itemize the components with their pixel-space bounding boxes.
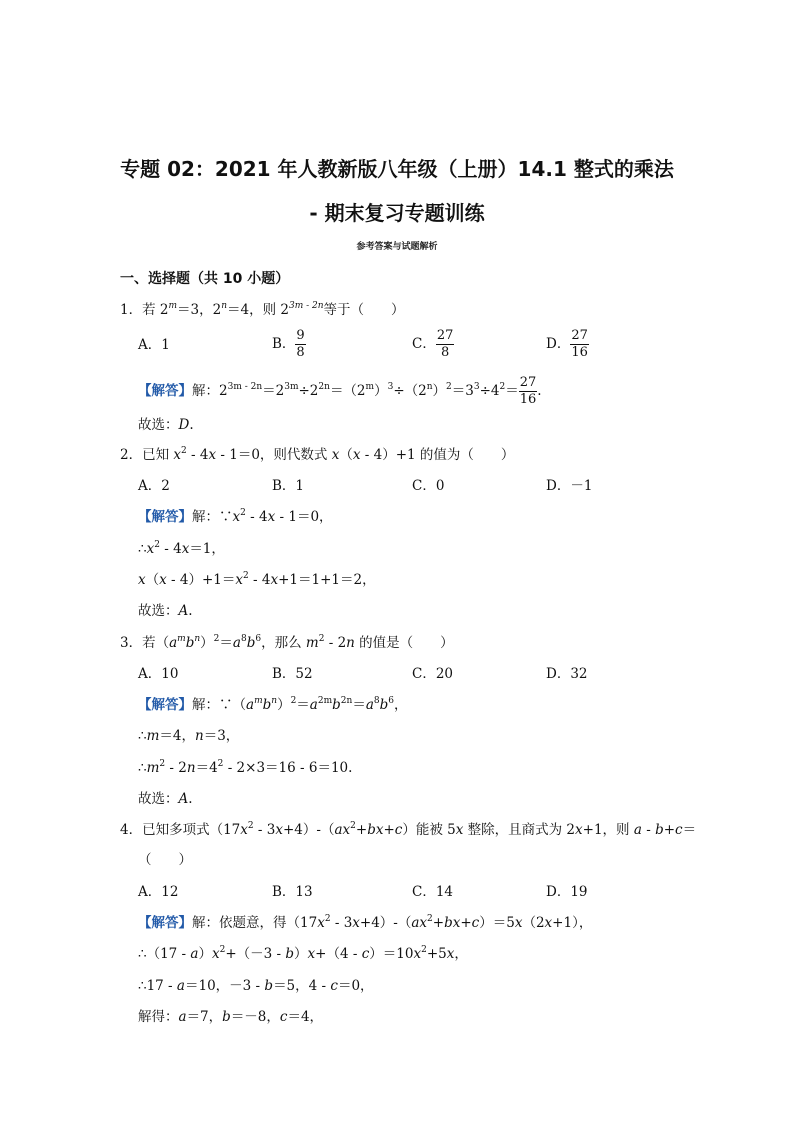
question-4-stem-bracket: （ ） [138, 852, 192, 868]
answer-label: 【解答】 [138, 915, 192, 931]
question-3-solution-line-1: 【解答】解：$\because(a^mb^n)^2=a^{2m}b^{2n}=a^8b^6$， [138, 696, 408, 713]
question-3-solution-line-2: ∴m＝4，n＝3， [138, 728, 240, 744]
question-1-stem: 1．若 $2^m=3$，$2^n=4$，则 $2^{3m - 2n}$等于（ ） [120, 301, 405, 318]
question-2-option-c: C．0 [412, 478, 445, 494]
question-2-solution-line-1: 【解答】解：$\because x^2 - 4x - 1=0$， [138, 508, 333, 525]
page-title-line-1: 专题 02：2021 年人教新版八年级（上册）14.1 整式的乘法 [120, 157, 674, 181]
question-3-option-c: C．20 [412, 666, 454, 682]
question-2-choice: 故选：A. [138, 603, 193, 619]
question-1-option-c: C． $\frac{27}{8}$ [412, 328, 454, 360]
question-3-choice: 故选：A. [138, 791, 193, 807]
question-2-solution-line-3: $x(x - 4)+1=x^2 - 4x+1=1+1=2$， [138, 571, 376, 588]
question-1-option-a: A．1 [138, 337, 170, 353]
section-heading: 一、选择题（共 10 小题） [120, 271, 290, 287]
question-4-option-a: A．12 [138, 884, 179, 900]
question-3-option-b: B．52 [272, 666, 313, 682]
question-4-solution-line-4: 解得：a＝7，b＝－8，c＝4， [138, 1009, 324, 1025]
question-1-choice: 故选：D. [138, 417, 194, 433]
question-4-solution-line-2: ∴（17 - $a)x^2+(-3 - b)x+(4 - c)=10x^2+5x$， [138, 945, 468, 962]
question-1-solution: 【解答】解：$2^{3m - 2n}=2^{3m}\div 2^{2n}=(2^m)^3\div(2^n)^2=3^3\div 4^2=$ $\frac{27}{16}$ . [138, 375, 542, 407]
question-2-solution-line-2: $\therefore x^2 - 4x=1$， [138, 540, 225, 557]
question-4-option-b: B．13 [272, 884, 313, 900]
question-3-stem: 3．若$(a^mb^n)^2=a^8b^6$，那么 $m^2 - 2n$ 的值是（ ） [120, 634, 454, 651]
question-4-stem: 4．已知多项式$(17x^2 - 3x+4)-(ax^2+bx+c)$能被 5x 整除，且商式为 2x+1，则 a - b+c＝ [120, 821, 697, 838]
question-4-option-d: D．19 [546, 884, 588, 900]
question-4-solution-line-3: ∴17 - a＝10，－3 - b＝5，4 - c＝0， [138, 978, 374, 994]
question-1-option-d: D． $\frac{27}{16}$ [546, 328, 588, 360]
question-1-option-b: B． $\frac{9}{8}$ [272, 328, 305, 360]
question-3-option-d: D．32 [546, 666, 588, 682]
question-4-option-c: C．14 [412, 884, 454, 900]
question-2-stem: 2．已知 $x^2 - 4x - 1=0$，则代数式 x（x - 4）+1 的值为（ ） [120, 446, 515, 463]
question-3-option-a: A．10 [138, 666, 179, 682]
page-title-line-2: - 期末复习专题训练 [309, 201, 485, 225]
question-3-solution-line-3: $\therefore m^2 - 2n=4^2 - 2\times 3=16 - 6=10$. [138, 759, 353, 776]
answer-label: 【解答】 [138, 697, 192, 713]
answer-label: 【解答】 [138, 383, 192, 399]
question-2-option-d: D．－1 [546, 478, 593, 494]
question-4-solution-line-1: 【解答】解：依题意，得$(17x^2 - 3x+4)-(ax^2+bx+c)=5x(2x+1)$， [138, 914, 593, 931]
answer-label: 【解答】 [138, 509, 192, 525]
question-2-option-b: B．1 [272, 478, 305, 494]
question-2-option-a: A．2 [138, 478, 170, 494]
answer-subtitle: 参考答案与试题解析 [356, 242, 438, 252]
